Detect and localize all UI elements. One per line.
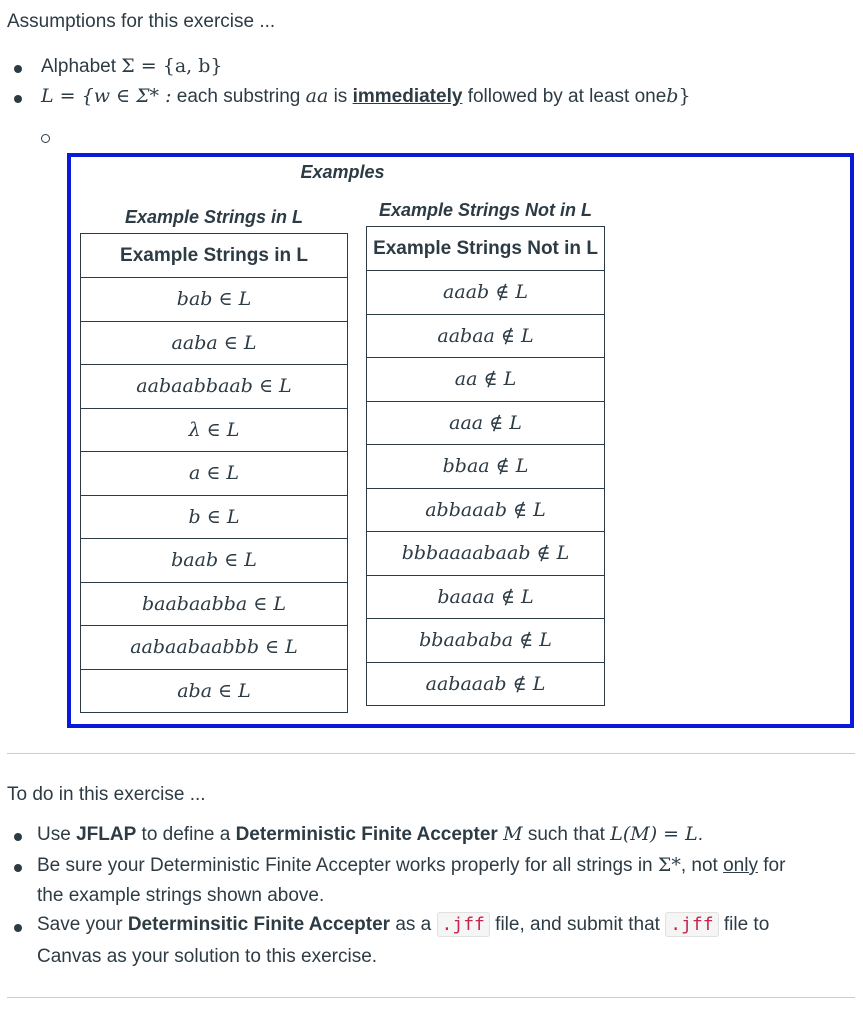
in-l-row-cell: b ∈ L	[81, 495, 348, 539]
divider	[7, 997, 855, 998]
in-l-row-cell: baab ∈ L	[81, 539, 348, 583]
todo-heading: To do in this exercise ...	[7, 784, 206, 805]
in-l-row	[81, 408, 348, 452]
in-l-row	[81, 278, 348, 322]
in-l-row	[81, 539, 348, 583]
examples-title: Examples	[300, 162, 385, 182]
not-in-l-table	[366, 226, 605, 706]
todo-item-3-cont: Canvas as your solution to this exercise.	[37, 946, 378, 967]
jff-code: .jff	[437, 912, 490, 937]
not-in-l-row	[367, 662, 605, 706]
not-in-l-row-cell: aabaaab ∉ L	[367, 662, 605, 706]
in-l-row-cell: λ ∈ L	[81, 408, 348, 452]
bullet	[14, 65, 22, 73]
todo-item-2: Be sure your Deterministic Finite Accepter works properly for all strings in Σ*, not only for	[37, 854, 786, 876]
in-l-table	[80, 233, 348, 713]
in-l-row	[81, 365, 348, 409]
in-l-row	[81, 495, 348, 539]
in-l-row-cell: aba ∈ L	[81, 669, 348, 713]
in-l-row	[81, 321, 348, 365]
not-in-l-row-cell: abbaaab ∉ L	[367, 488, 605, 532]
assumptions-heading: Assumptions for this exercise ...	[7, 11, 276, 32]
in-l-caption: Example Strings in L	[124, 207, 304, 227]
not-in-l-row-cell: aabaa ∉ L	[367, 314, 605, 358]
not-in-l-row	[367, 445, 605, 489]
not-in-l-row-cell: aaa ∉ L	[367, 401, 605, 445]
todo-item-3: Save your Determinsitic Finite Accepter as a .jff file, and submit that .jff file to	[37, 914, 770, 935]
not-in-l-row-cell: baaaa ∉ L	[367, 575, 605, 619]
not-in-l-row	[367, 314, 605, 358]
bullet	[14, 864, 22, 872]
in-l-header: Example Strings in L	[81, 234, 348, 278]
alphabet-line: Alphabet Σ = {a, b}	[41, 55, 223, 77]
bullet	[14, 833, 22, 841]
sub-bullet	[41, 134, 50, 143]
in-l-row	[81, 582, 348, 626]
not-in-l-row	[367, 532, 605, 576]
not-in-l-row	[367, 619, 605, 663]
in-l-row-cell: aabaabbaab ∈ L	[81, 365, 348, 409]
in-l-row-cell: a ∈ L	[81, 452, 348, 496]
not-in-l-row-cell: aa ∉ L	[367, 358, 605, 402]
in-l-row-cell: aaba ∈ L	[81, 321, 348, 365]
not-in-l-row	[367, 358, 605, 402]
not-in-l-row-cell: aaab ∉ L	[367, 271, 605, 315]
not-in-l-row	[367, 575, 605, 619]
not-in-l-row-cell: bbaa ∉ L	[367, 445, 605, 489]
bullet	[14, 924, 22, 932]
not-in-l-row	[367, 271, 605, 315]
not-in-l-caption: Example Strings Not in L	[378, 200, 593, 220]
in-l-row-cell: baabaabba ∈ L	[81, 582, 348, 626]
in-l-row-cell: aabaabaabbb ∈ L	[81, 626, 348, 670]
language-line: L = {w ∈ Σ* : each substring aa is immediately followed by at least oneb}	[41, 85, 691, 107]
in-l-row	[81, 669, 348, 713]
not-in-l-row-cell: bbaababa ∉ L	[367, 619, 605, 663]
not-in-l-row	[367, 488, 605, 532]
divider	[7, 753, 855, 754]
not-in-l-row-cell: bbbaaaabaab ∉ L	[367, 532, 605, 576]
todo-item-1: Use JFLAP to define a Deterministic Finite Accepter M such that L(M) = L.	[37, 823, 704, 845]
jff-code: .jff	[665, 912, 718, 937]
not-in-l-header: Example Strings Not in L	[367, 227, 605, 271]
not-in-l-row	[367, 401, 605, 445]
in-l-row	[81, 452, 348, 496]
bullet	[14, 95, 22, 103]
todo-item-2-cont: the example strings shown above.	[37, 885, 325, 906]
in-l-row-cell: bab ∈ L	[81, 278, 348, 322]
in-l-row	[81, 626, 348, 670]
